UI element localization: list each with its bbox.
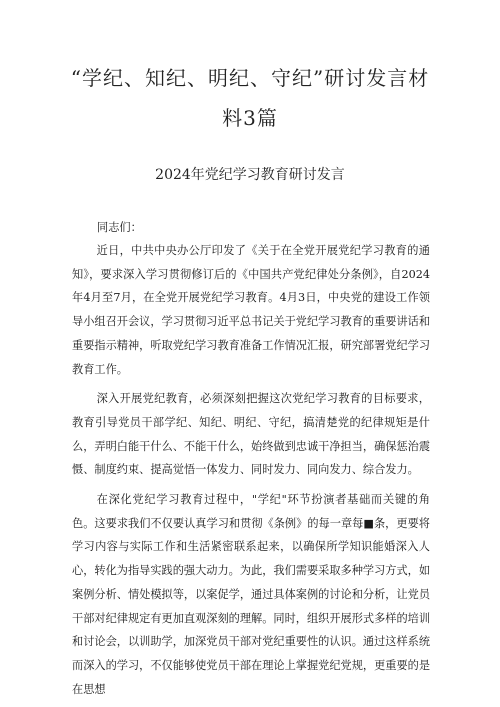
- document-title-line-2: 料3篇: [222, 106, 278, 130]
- paragraph-2: 深入开展党纪教育，必须深刻把握这次党纪学习教育的目标要求，教育引导党员干部学纪、知纪、明纪、守纪，搞清楚党的纪律规矩是什么，弄明白能干什么、不能干什么，始终做到忠诚干净担当，确保惩治震慑、制度约束、提高觉悟一体发力、同时发力、同向发力、综合发力。: [72, 392, 431, 477]
- body-text: [72, 239, 430, 701]
- greeting: 同志们：: [97, 221, 142, 234]
- paragraph-1: 近日，中共中央办公厅印发了《关于在全党开展党纪学习教育的通知》，要求深入学习贯彻修订后的《中国共产党纪律处分条例》，自2024年4月至7月，在全党开展党纪学习教育。4月3日，中央党的建设工作领导小组召开会议，学习贯彻习近平总书记关于党纪学习教育的重要讲话和重要指示精神，听取党纪学习教育准备工作情况汇报，研究部署党纪学习教育工作。: [72, 244, 431, 376]
- document-subtitle: 2024年党纪学习教育研讨发言: [155, 167, 345, 183]
- document-title-line-1: “学纪、知纪、明纪、守纪”研讨发言材: [70, 66, 430, 90]
- paragraph-3: 在深化党纪学习教育过程中，"学纪"环节扮演者基础而关键的角色。这要求我们不仅要认真学习和贯彻《条例》的每一章每■条，更要将学习内容与实际工作和生活紧密联系起来，以确保所学知识能婚深入人心，转化为指导实践的强大动力。为此，我们需要采取多种学习方式，如案例分析、情处模拟等，以案促学，通过具体案例的讨论和分析，让党员干部对纪律规定有更加直观深刻的理解。同时，组织开展形式多样的培训和讨论会，以训助学，加深党员干部对党纪重要性的认识。通过这样系统而深入的学习，不仅能够使党员干部在理论上掌握党纪党规，更重要的是在思想: [72, 493, 431, 696]
